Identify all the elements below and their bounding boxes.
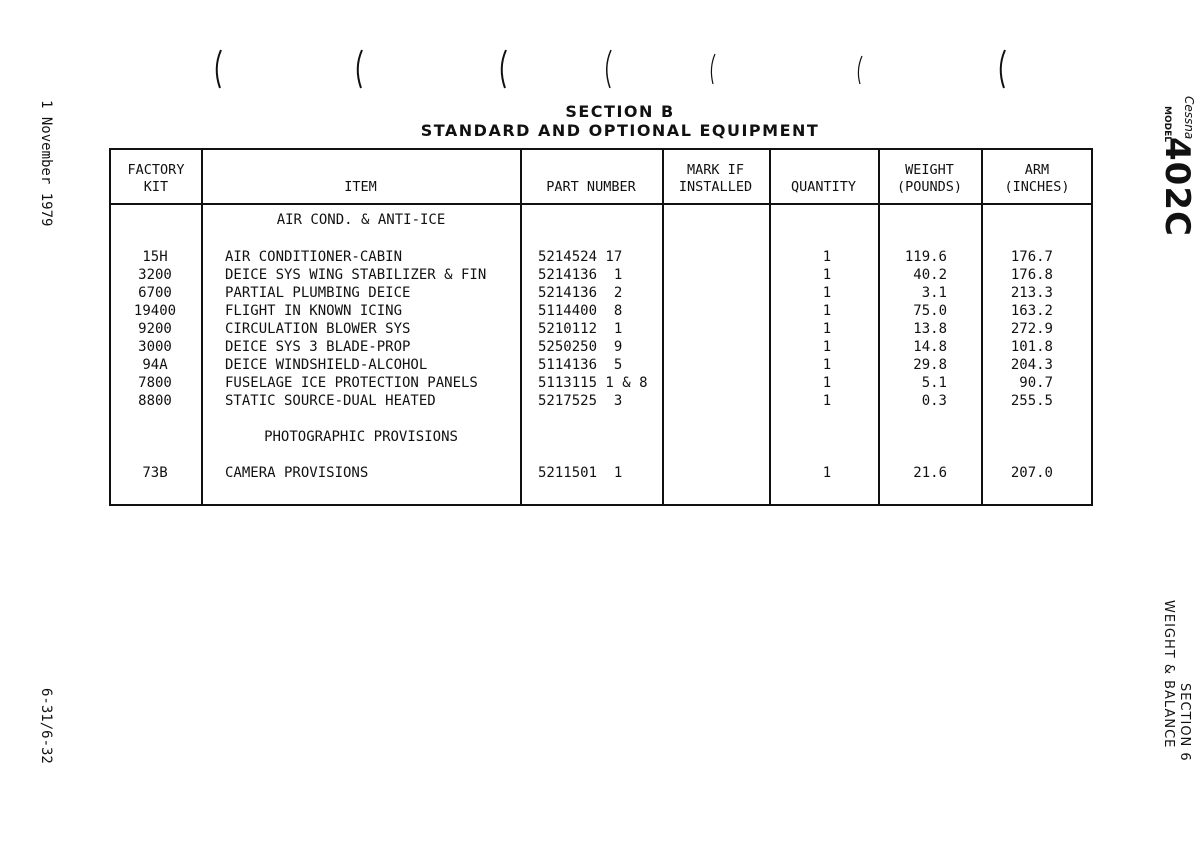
revision-date: 1 November 1979 [38,100,54,227]
header-factory-kit: FACTORY KIT [127,162,185,195]
quantity-cell: 1 [822,285,832,301]
item-cell: FLIGHT IN KNOWN ICING [225,303,403,319]
part-number-cell: 5250250 9 [538,339,623,355]
header-quantity: QUANTITY [790,179,857,195]
quantity-cell: 1 [822,267,832,283]
section-heading: SECTION B [565,102,675,121]
binder-mark [352,48,366,90]
arm-cell: 176.8 [1010,267,1053,283]
arm-cell: 176.7 [1010,249,1053,265]
group-heading: AIR COND. & ANTI-ICE [276,212,446,228]
binder-mark [852,48,866,90]
weight-cell: 29.8 [913,357,947,373]
page-title: STANDARD AND OPTIONAL EQUIPMENT [420,121,820,140]
part-number-cell: 5113115 1 & 8 [538,375,648,391]
binder-mark [211,48,225,90]
factory-kit-cell: 73B [142,465,168,481]
item-cell: DEICE WINDSHIELD-ALCOHOL [225,357,428,373]
weight-cell: 40.2 [913,267,947,283]
quantity-cell: 1 [822,339,832,355]
part-number-cell: 5214136 2 [538,285,623,301]
model-label: MODEL [1162,106,1172,142]
item-cell: CAMERA PROVISIONS [225,465,369,481]
header-arm: ARM (INCHES) [1004,162,1070,195]
factory-kit-cell: 3000 [138,339,172,355]
item-cell: PARTIAL PLUMBING DEICE [225,285,411,301]
quantity-cell: 1 [822,249,832,265]
item-cell: DEICE SYS 3 BLADE-PROP [225,339,411,355]
part-number-cell: 5210112 1 [538,321,623,337]
part-number-cell: 5211501 1 [538,465,623,481]
quantity-cell: 1 [822,393,832,409]
side-section-title: WEIGHT & BALANCE [1161,600,1176,749]
arm-cell: 101.8 [1010,339,1053,355]
group-heading: PHOTOGRAPHIC PROVISIONS [264,429,458,445]
weight-cell: 5.1 [921,375,947,391]
weight-cell: 3.1 [921,285,947,301]
arm-cell: 163.2 [1010,303,1053,319]
weight-cell: 21.6 [913,465,947,481]
binder-mark [496,48,510,90]
page-number: 6-31/6-32 [38,688,54,764]
part-number-cell: 5114400 8 [538,303,623,319]
arm-cell: 204.3 [1010,357,1053,373]
weight-cell: 119.6 [904,249,947,265]
model-number: 402C [1157,137,1197,237]
quantity-cell: 1 [822,357,832,373]
binder-mark [601,48,615,90]
binder-mark [705,48,719,90]
header-item: ITEM [344,179,377,195]
factory-kit-cell: 19400 [133,303,177,319]
item-cell: DEICE SYS WING STABILIZER & FIN [225,267,487,283]
factory-kit-cell: 3200 [138,267,172,283]
weight-cell: 13.8 [913,321,947,337]
part-number-cell: 5217525 3 [538,393,623,409]
brand-logo: Cessna [1182,96,1196,140]
quantity-cell: 1 [822,321,832,337]
header-weight: WEIGHT (POUNDS) [896,162,963,195]
factory-kit-cell: 94A [142,357,168,373]
factory-kit-cell: 15H [142,249,168,265]
factory-kit-cell: 7800 [138,375,172,391]
weight-cell: 75.0 [913,303,947,319]
factory-kit-cell: 9200 [138,321,172,337]
quantity-cell: 1 [822,465,832,481]
header-mark-if-installed: MARK IF INSTALLED [678,162,753,195]
weight-cell: 0.3 [921,393,947,409]
quantity-cell: 1 [822,375,832,391]
header-part-number: PART NUMBER [546,179,636,195]
factory-kit-cell: 8800 [138,393,172,409]
equipment-table [109,148,1093,506]
item-cell: AIR CONDITIONER-CABIN [225,249,403,265]
part-number-cell: 5214136 1 [538,267,623,283]
arm-cell: 255.5 [1010,393,1053,409]
part-number-cell: 5214524 17 [538,249,623,265]
arm-cell: 213.3 [1010,285,1053,301]
item-cell: FUSELAGE ICE PROTECTION PANELS [225,375,478,391]
weight-cell: 14.8 [913,339,947,355]
arm-cell: 90.7 [1019,375,1053,391]
item-cell: STATIC SOURCE-DUAL HEATED [225,393,436,409]
arm-cell: 207.0 [1010,465,1053,481]
quantity-cell: 1 [822,303,832,319]
arm-cell: 272.9 [1010,321,1053,337]
part-number-cell: 5114136 5 [538,357,623,373]
header-divider [111,203,1091,205]
side-section-label: SECTION 6 [1177,683,1192,762]
binder-mark [995,48,1009,90]
item-cell: CIRCULATION BLOWER SYS [225,321,411,337]
factory-kit-cell: 6700 [138,285,172,301]
